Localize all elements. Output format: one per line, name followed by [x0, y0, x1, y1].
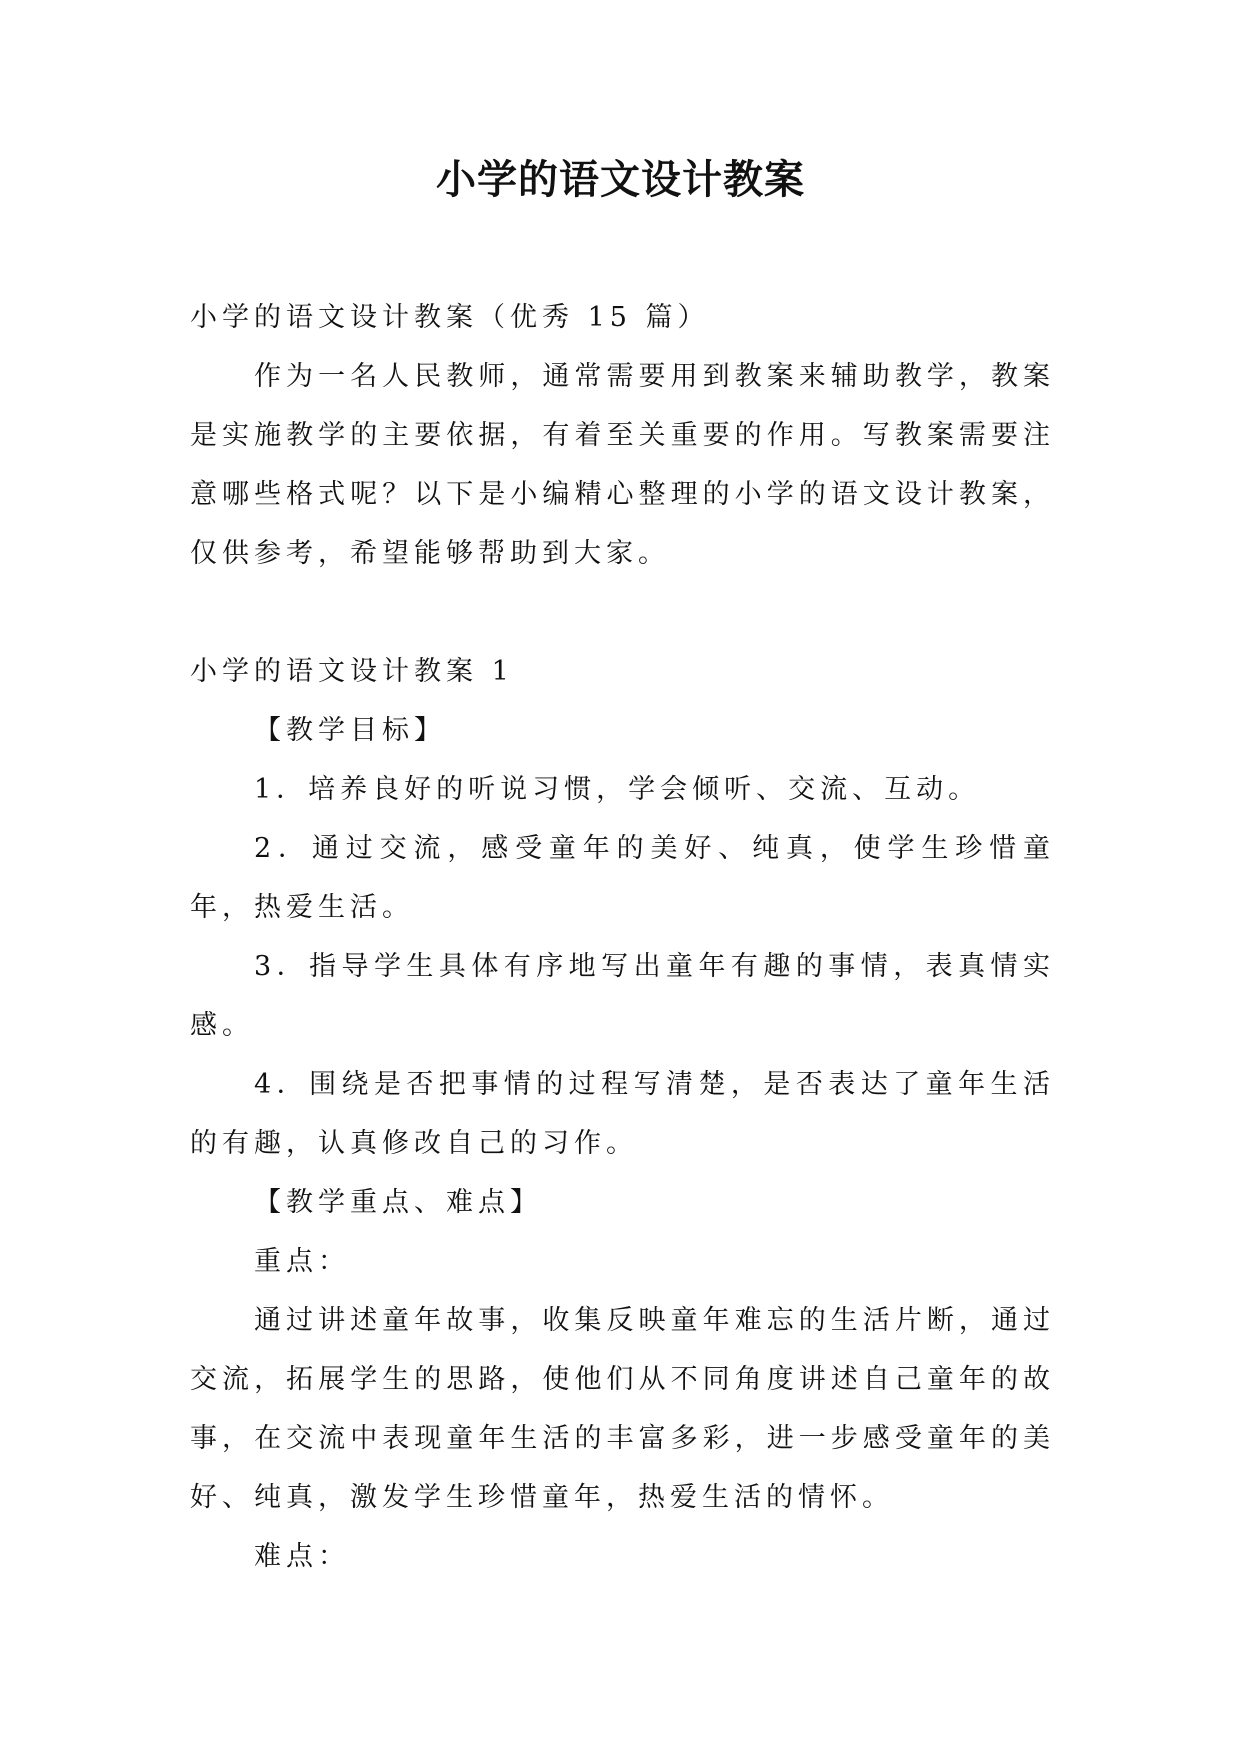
- goal-item-2: 2．通过交流，感受童年的美好、纯真，使学生珍惜童年，热爱生活。: [190, 833, 1055, 923]
- key-point-label: 重点：: [254, 1246, 350, 1277]
- document-subtitle: 小学的语文设计教案（优秀 15 篇）: [190, 302, 710, 333]
- intro-paragraph: 作为一名人民教师，通常需要用到教案来辅助教学，教案是实施教学的主要依据，有着至关重要的作用。写教案需要注意哪些格式呢？以下是小编精心整理的小学的语文设计教案，仅供参考，希望能够帮助到大家。: [190, 361, 1055, 569]
- section-heading: 小学的语文设计教案 1: [190, 656, 514, 687]
- goal-item-4: 4．围绕是否把事情的过程写清楚，是否表达了童年生活的有趣，认真修改自己的习作。: [190, 1069, 1055, 1159]
- document-title: 小学的语文设计教案: [436, 156, 805, 203]
- teaching-goals-heading: 【教学目标】: [254, 715, 446, 746]
- difficulty-label: 难点：: [254, 1541, 350, 1572]
- paragraph-gap: [190, 583, 1055, 642]
- goal-item-3: 3．指导学生具体有序地写出童年有趣的事情，表真情实感。: [190, 951, 1055, 1041]
- key-point-paragraph: 通过讲述童年故事，收集反映童年难忘的生活片断，通过交流，拓展学生的思路，使他们从不同角度讲述自己童年的故事，在交流中表现童年生活的丰富多彩，进一步感受童年的美好、纯真，激发学生珍惜童年，热爱生活的情怀。: [190, 1305, 1055, 1513]
- key-points-heading: 【教学重点、难点】: [254, 1187, 542, 1218]
- goal-item-1: 1．培养良好的听说习惯，学会倾听、交流、互动。: [254, 774, 981, 805]
- document-body: [190, 288, 1055, 1586]
